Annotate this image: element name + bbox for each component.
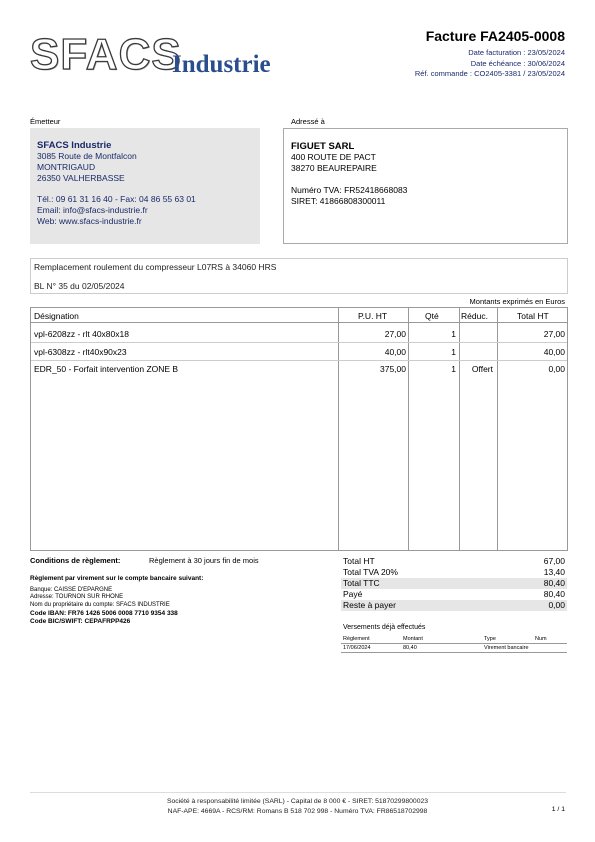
emitter-name: SFACS Industrie [37, 140, 112, 151]
order-reference: Réf. commande : CO2405-3381 / 23/05/2024 [414, 69, 565, 78]
total-value: 80,40 [543, 578, 565, 588]
total-label: Payé [343, 589, 363, 599]
footer-line-2: NAF-APE: 4669A - RCS/RM: Romans B 518 702 998 - Numéro TVA: FR86518702998 [167, 807, 428, 815]
bank-details [30, 575, 203, 625]
column-divider [497, 308, 498, 550]
header-discount: Réduc. [461, 311, 488, 321]
total-label: Reste à payer [343, 600, 396, 610]
total-row [341, 600, 567, 611]
bank-name: Banque: CAISSE D'EPARGNE [30, 586, 113, 593]
payment-date: 17/06/2024 [343, 645, 371, 651]
payments-header-type: Type [484, 636, 496, 642]
emitter-web: Web: www.sfacs-industrie.fr [37, 216, 142, 226]
recipient-label: Adressé à [291, 117, 325, 126]
row-quantity: 1 [451, 329, 456, 339]
row-designation: EDR_50 - Forfait intervention ZONE B [34, 364, 179, 374]
emitter-address-2: MONTRIGAUD [37, 162, 96, 172]
bank-bic: Code BIC/SWIFT: CEPAFRPP426 [30, 617, 131, 625]
footer [0, 797, 595, 816]
header-designation: Désignation [34, 311, 79, 321]
emitter-box [30, 128, 260, 244]
total-value: 13,40 [543, 567, 565, 577]
invoice-title: Facture FA2405-0008 [425, 28, 565, 44]
row-separator [31, 342, 567, 343]
total-label: Total TVA 20% [343, 567, 398, 577]
row-designation: vpl-6308zz - rlt40x90x23 [34, 347, 127, 357]
bank-account-holder: Nom du propriétaire du compte: SFACS INDUSTRIE [30, 602, 170, 609]
invoice-date: Date facturation : 23/05/2024 [468, 48, 565, 57]
emitter-address-1: 3085 Route de Montfalcon [37, 151, 137, 161]
company-logo [30, 30, 290, 83]
emitter-phone: Tél.: 09 61 31 16 40 - Fax: 04 86 55 63 01 [37, 194, 196, 204]
footer-divider [30, 792, 566, 793]
bank-iban: Code IBAN: FR76 1426 5006 0008 7710 9354 338 [30, 609, 178, 617]
bank-address: Adresse: TOURNON SUR RHONE [30, 594, 124, 601]
total-label: Total TTC [343, 578, 380, 588]
payment-conditions [30, 556, 259, 565]
payments-title: Versements déjà effectués [343, 624, 426, 631]
payment-row [341, 644, 567, 653]
payments-header-reglement: Règlement [343, 636, 370, 642]
emitter-address-3: 26350 VALHERBASSE [37, 173, 125, 183]
logo-subtitle: Industrie [172, 51, 271, 78]
row-unit-price: 375,00 [380, 364, 406, 374]
column-divider [459, 308, 460, 550]
row-separator [31, 360, 567, 361]
payments-header-num: Num [535, 636, 547, 642]
row-unit-price: 40,00 [384, 347, 406, 357]
payments-header-montant: Montant [403, 636, 423, 642]
recipient-siret: SIRET: 41866808300011 [291, 196, 386, 206]
recipient-box [283, 128, 568, 244]
emitter-email: Email: info@sfacs-industrie.fr [37, 205, 148, 215]
row-quantity: 1 [451, 364, 456, 374]
header-quantity: Qté [425, 311, 439, 321]
invoice-description [30, 258, 568, 294]
total-row [341, 556, 567, 567]
recipient-address-2: 38270 BEAUREPAIRE [291, 163, 377, 173]
logo-brand: SFACS [30, 30, 182, 79]
row-discount: Offert [471, 364, 493, 374]
conditions-value: Règlement à 30 jours fin de mois [149, 556, 259, 565]
row-total: 0,00 [548, 364, 565, 374]
header-total: Total HT [517, 311, 549, 321]
total-row [341, 567, 567, 578]
total-value: 67,00 [543, 556, 565, 566]
bank-title: Règlement par virement sur le compte bancaire suivant: [30, 575, 204, 582]
total-value: 80,40 [543, 589, 565, 599]
row-quantity: 1 [451, 347, 456, 357]
invoice-meta [415, 48, 565, 80]
payments-table [341, 635, 567, 653]
page-number: 1 / 1 [551, 806, 565, 813]
recipient-address-1: 400 ROUTE DE PACT [291, 152, 376, 162]
column-divider [338, 308, 339, 550]
header-unit-price: P.U. HT [358, 311, 388, 321]
column-divider [408, 308, 409, 550]
row-total: 40,00 [543, 347, 565, 357]
total-label: Total HT [343, 556, 375, 566]
total-row [341, 578, 567, 589]
payment-amount: 80,40 [403, 645, 417, 651]
payment-type: Virement bancaire [484, 645, 529, 651]
due-date: Date échéance : 30/06/2024 [470, 58, 565, 68]
table-header [31, 308, 567, 323]
row-unit-price: 27,00 [384, 329, 406, 339]
conditions-label: Conditions de règlement: [30, 556, 121, 565]
recipient-name: FIGUET SARL [291, 141, 355, 152]
description-line-2: BL N° 35 du 02/05/2024 [34, 281, 125, 291]
emitter-label: Émetteur [30, 117, 61, 126]
currency-note: Montants exprimés en Euros [469, 297, 565, 306]
recipient-vat: Numéro TVA: FR52418668083 [291, 185, 408, 195]
payments-header [341, 635, 567, 644]
row-total: 27,00 [543, 329, 565, 339]
totals-box [341, 556, 567, 611]
items-table [30, 307, 568, 551]
footer-line-1: Société à responsabilité limitée (SARL) - Capital de 8 000 € - SIRET: 51870299800023 [166, 798, 429, 805]
total-value: 0,00 [548, 600, 565, 610]
row-designation: vpl-6208zz - rlt 40x80x18 [34, 329, 129, 339]
total-row [341, 589, 567, 600]
description-line-1: Remplacement roulement du compresseur L07RS à 34060 HRS [34, 262, 277, 272]
